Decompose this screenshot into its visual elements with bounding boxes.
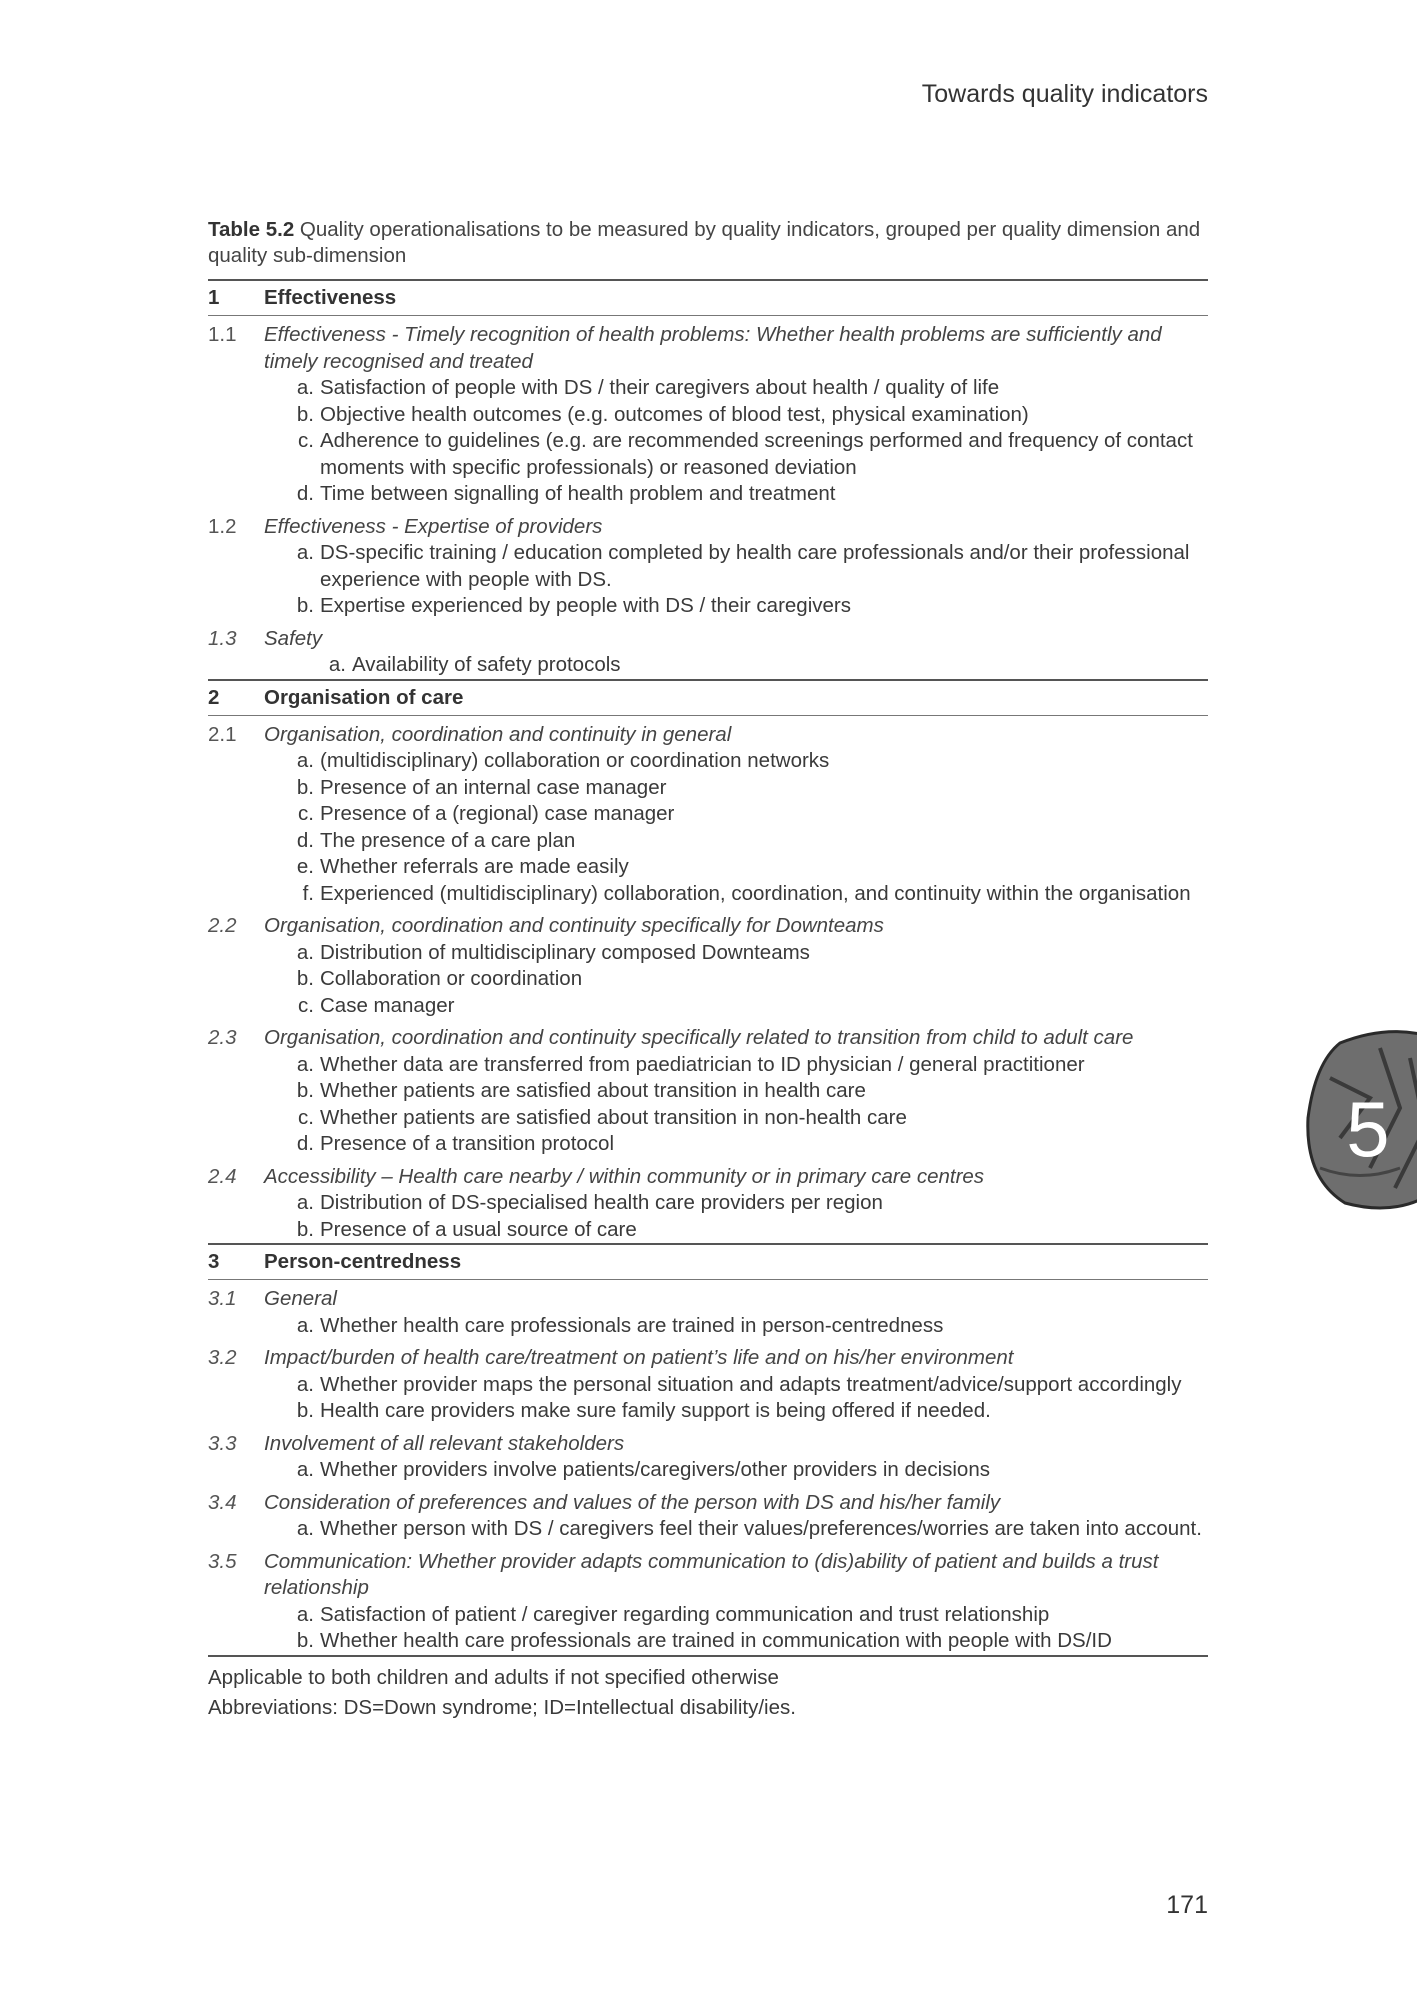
item-letter: b. bbox=[296, 1217, 314, 1241]
subdimension-header bbox=[208, 1549, 1208, 1602]
dimension-rule bbox=[208, 315, 1208, 316]
item-letter: d. bbox=[296, 828, 314, 852]
item-text: The presence of a care plan bbox=[320, 828, 576, 852]
item-list bbox=[288, 748, 1208, 907]
item-letter: a. bbox=[296, 1052, 314, 1076]
subdimension-title: General bbox=[264, 1287, 337, 1310]
dimension-row bbox=[208, 281, 1208, 315]
subdimension-number: 2.1 bbox=[208, 722, 237, 746]
item-text: Whether health care professionals are trained in communication with people with DS/ID bbox=[320, 1629, 1112, 1652]
item-text: Whether data are transferred from paediatrician to ID physician / general practitioner bbox=[320, 1052, 1085, 1076]
item-letter: b. bbox=[296, 775, 314, 799]
subdimension-title: Involvement of all relevant stakeholders bbox=[264, 1431, 625, 1455]
list-item bbox=[288, 1105, 1208, 1132]
item-text: Time between signalling of health problem and treatment bbox=[320, 482, 836, 505]
subdimension-number: 3.4 bbox=[208, 1490, 237, 1514]
subdimension-number: 1.3 bbox=[208, 626, 237, 650]
subdimension-header bbox=[208, 1490, 1208, 1517]
item-text: Expertise experienced by people with DS / their caregivers bbox=[320, 594, 851, 617]
item-list bbox=[288, 1190, 1208, 1243]
item-letter: b. bbox=[296, 1399, 314, 1422]
subdimension-number: 2.3 bbox=[208, 1026, 237, 1049]
dimension-title: Person-centredness bbox=[264, 1250, 462, 1273]
item-list bbox=[288, 1457, 1208, 1484]
subdimension bbox=[208, 1286, 1208, 1339]
subdimension-number: 2.2 bbox=[208, 914, 237, 937]
item-letter: c. bbox=[298, 993, 314, 1017]
item-letter: b. bbox=[296, 1629, 314, 1652]
subdimension-number: 3.2 bbox=[208, 1346, 237, 1369]
table-notes bbox=[208, 1663, 1208, 1723]
item-text: Whether referrals are made easily bbox=[320, 855, 629, 878]
table-caption-label: Table 5.2 bbox=[208, 218, 295, 241]
subdimension-number: 1.1 bbox=[208, 323, 237, 346]
subdimension-header bbox=[208, 514, 1208, 541]
item-letter: b. bbox=[296, 1079, 314, 1102]
subdimension-number: 1.2 bbox=[208, 514, 237, 538]
item-letter: a. bbox=[296, 749, 314, 772]
subdimension bbox=[208, 1549, 1208, 1655]
list-item bbox=[288, 854, 1208, 881]
subdimension bbox=[208, 626, 1208, 679]
list-item bbox=[288, 828, 1208, 855]
item-list bbox=[288, 940, 1208, 1020]
list-item bbox=[288, 1078, 1208, 1105]
chapter-badge bbox=[1300, 1018, 1417, 1218]
dimension-row bbox=[208, 681, 1208, 715]
subdimension-header bbox=[208, 1164, 1208, 1191]
subdimension-title: Organisation, coordination and continuity specifically for Downteams bbox=[264, 914, 884, 937]
list-item bbox=[288, 481, 1208, 508]
subdimension-number: 3.5 bbox=[208, 1549, 237, 1573]
subdimension-header bbox=[208, 626, 1208, 653]
subdimension bbox=[208, 722, 1208, 908]
item-letter: a. bbox=[296, 1458, 314, 1481]
item-text: (multidisciplinary) collaboration or coordination networks bbox=[320, 749, 830, 772]
list-item bbox=[288, 993, 1208, 1020]
table-note: Abbreviations: DS=Down syndrome; ID=Intellectual disability/ies. bbox=[208, 1695, 796, 1719]
list-item bbox=[288, 966, 1208, 993]
subdimension bbox=[208, 514, 1208, 620]
dimension-rule bbox=[208, 715, 1208, 716]
item-text: Satisfaction of patient / caregiver regarding communication and trust relationship bbox=[320, 1602, 1050, 1626]
item-letter: d. bbox=[296, 482, 314, 505]
table-note: Applicable to both children and adults if not specified otherwise bbox=[208, 1665, 779, 1689]
list-item bbox=[288, 1516, 1208, 1543]
list-item bbox=[288, 1217, 1208, 1244]
item-text: Objective health outcomes (e.g. outcomes of blood test, physical examination) bbox=[320, 402, 1029, 426]
list-item bbox=[288, 540, 1208, 593]
subdimension-header bbox=[208, 322, 1208, 375]
item-text: Satisfaction of people with DS / their caregivers about health / quality of life bbox=[320, 376, 1000, 399]
subdimension-title: Organisation, coordination and continuity specifically related to transition from child to adult care bbox=[264, 1026, 1134, 1049]
list-item bbox=[288, 428, 1208, 481]
item-text: Adherence to guidelines (e.g. are recommended screenings performed and frequency of contact moments with specific professionals) or reasoned deviation bbox=[320, 429, 1193, 479]
running-head: Towards quality indicators bbox=[921, 80, 1208, 108]
item-text: DS-specific training / education completed by health care professionals and/or their professional experience with people with DS. bbox=[320, 541, 1190, 591]
item-list bbox=[288, 375, 1208, 508]
item-text: Whether health care professionals are trained in person-centredness bbox=[320, 1313, 944, 1337]
subdimension-header bbox=[208, 1431, 1208, 1458]
item-letter: a. bbox=[296, 1602, 314, 1626]
list-item bbox=[288, 1457, 1208, 1484]
item-list bbox=[288, 1372, 1208, 1425]
item-letter: a. bbox=[328, 653, 346, 676]
item-letter: d. bbox=[296, 1132, 314, 1155]
item-letter: c. bbox=[298, 1105, 314, 1129]
subdimension-title: Effectiveness - Timely recognition of health problems: Whether health problems are sufficiently and timely recognised and treated bbox=[264, 323, 1162, 373]
list-item bbox=[288, 1052, 1208, 1079]
item-list bbox=[288, 1602, 1208, 1655]
item-text: Whether provider maps the personal situation and adapts treatment/advice/support accordingly bbox=[320, 1372, 1182, 1396]
chapter-number: 5 bbox=[1346, 1085, 1390, 1173]
list-item bbox=[288, 1398, 1208, 1425]
subdimension bbox=[208, 1164, 1208, 1244]
list-item bbox=[288, 375, 1208, 402]
dimension-title: Effectiveness bbox=[264, 286, 397, 309]
subdimension-title: Organisation, coordination and continuity in general bbox=[264, 722, 732, 746]
item-letter: e. bbox=[296, 855, 314, 878]
item-text: Health care providers make sure family support is being offered if needed. bbox=[320, 1399, 991, 1422]
subdimension bbox=[208, 1345, 1208, 1425]
subdimension-title: Safety bbox=[264, 626, 323, 650]
table-caption bbox=[208, 217, 1208, 269]
item-text: Presence of a usual source of care bbox=[320, 1217, 637, 1241]
subdimension-title: Consideration of preferences and values of the person with DS and his/her family bbox=[264, 1490, 1001, 1514]
item-letter: a. bbox=[296, 1372, 314, 1396]
item-list bbox=[288, 1516, 1208, 1543]
subdimension-title: Effectiveness - Expertise of providers bbox=[264, 514, 603, 538]
dimension-number: 2 bbox=[208, 685, 220, 709]
subdimension bbox=[208, 322, 1208, 508]
page-number: 171 bbox=[1166, 1891, 1208, 1919]
subdimension bbox=[208, 1431, 1208, 1484]
list-item bbox=[288, 1131, 1208, 1158]
item-letter: b. bbox=[296, 594, 314, 617]
item-letter: a. bbox=[296, 376, 314, 399]
item-letter: c. bbox=[298, 802, 314, 825]
dimension-rule bbox=[208, 1279, 1208, 1280]
list-item bbox=[288, 748, 1208, 775]
list-item bbox=[288, 881, 1208, 908]
subdimension-title: Accessibility – Health care nearby / within community or in primary care centres bbox=[264, 1164, 985, 1188]
item-text: Collaboration or coordination bbox=[320, 967, 583, 990]
item-letter: b. bbox=[296, 402, 314, 426]
item-text: Case manager bbox=[320, 993, 455, 1017]
subdimension-number: 3.3 bbox=[208, 1431, 237, 1455]
subdimension-header bbox=[208, 722, 1208, 749]
list-item bbox=[288, 402, 1208, 429]
item-letter: a. bbox=[296, 1517, 314, 1540]
list-item bbox=[288, 1313, 1208, 1340]
item-text: Whether patients are satisfied about transition in non-health care bbox=[320, 1105, 907, 1129]
item-letter: a. bbox=[296, 541, 314, 564]
quality-table bbox=[208, 279, 1208, 1657]
item-letter: c. bbox=[298, 429, 314, 452]
item-text: Availability of safety protocols bbox=[352, 653, 621, 676]
subdimension-header bbox=[208, 1345, 1208, 1372]
table-container bbox=[208, 217, 1208, 1723]
table-bottom-rule bbox=[208, 1655, 1208, 1657]
item-letter: b. bbox=[296, 967, 314, 990]
list-item bbox=[288, 801, 1208, 828]
item-text: Whether patients are satisfied about transition in health care bbox=[320, 1079, 866, 1102]
subdimension-title: Impact/burden of health care/treatment on patient’s life and on his/her environment bbox=[264, 1346, 1014, 1369]
item-list bbox=[320, 652, 1208, 679]
item-letter: a. bbox=[296, 1313, 314, 1337]
item-text: Whether person with DS / caregivers feel their values/preferences/worries are taken into account. bbox=[320, 1517, 1202, 1540]
item-letter: a. bbox=[296, 1191, 314, 1214]
item-text: Distribution of multidisciplinary composed Downteams bbox=[320, 940, 810, 964]
list-item bbox=[288, 1602, 1208, 1629]
list-item bbox=[288, 775, 1208, 802]
list-item bbox=[288, 1372, 1208, 1399]
subdimension bbox=[208, 1025, 1208, 1158]
subdimension-number: 2.4 bbox=[208, 1164, 237, 1188]
item-text: Presence of an internal case manager bbox=[320, 775, 667, 799]
list-item bbox=[320, 652, 1208, 679]
item-list bbox=[288, 1313, 1208, 1340]
list-item bbox=[288, 940, 1208, 967]
subdimension bbox=[208, 913, 1208, 1019]
item-text: Experienced (multidisciplinary) collaboration, coordination, and continuity within the organisation bbox=[320, 881, 1191, 905]
item-letter: a. bbox=[296, 940, 314, 964]
table-caption-text: Quality operationalisations to be measured by quality indicators, grouped per quality dimension and quality sub-dimension bbox=[208, 218, 1201, 267]
subdimension-header bbox=[208, 1025, 1208, 1052]
list-item bbox=[288, 1628, 1208, 1655]
item-text: Whether providers involve patients/caregivers/other providers in decisions bbox=[320, 1458, 990, 1481]
item-text: Presence of a transition protocol bbox=[320, 1132, 614, 1155]
subdimension-header bbox=[208, 1286, 1208, 1313]
item-list bbox=[288, 1052, 1208, 1158]
subdimension bbox=[208, 1490, 1208, 1543]
subdimension-header bbox=[208, 913, 1208, 940]
item-list bbox=[288, 540, 1208, 620]
list-item bbox=[288, 593, 1208, 620]
item-letter: f. bbox=[302, 881, 314, 905]
list-item bbox=[288, 1190, 1208, 1217]
dimension-title: Organisation of care bbox=[264, 685, 464, 709]
item-text: Presence of a (regional) case manager bbox=[320, 802, 675, 825]
subdimension-title: Communication: Whether provider adapts communication to (dis)ability of patient and builds a trust relationship bbox=[264, 1549, 1159, 1599]
dimension-row bbox=[208, 1245, 1208, 1279]
subdimension-number: 3.1 bbox=[208, 1287, 237, 1310]
dimension-number: 3 bbox=[208, 1250, 220, 1273]
dimension-number: 1 bbox=[208, 286, 220, 309]
item-text: Distribution of DS-specialised health care providers per region bbox=[320, 1191, 883, 1214]
